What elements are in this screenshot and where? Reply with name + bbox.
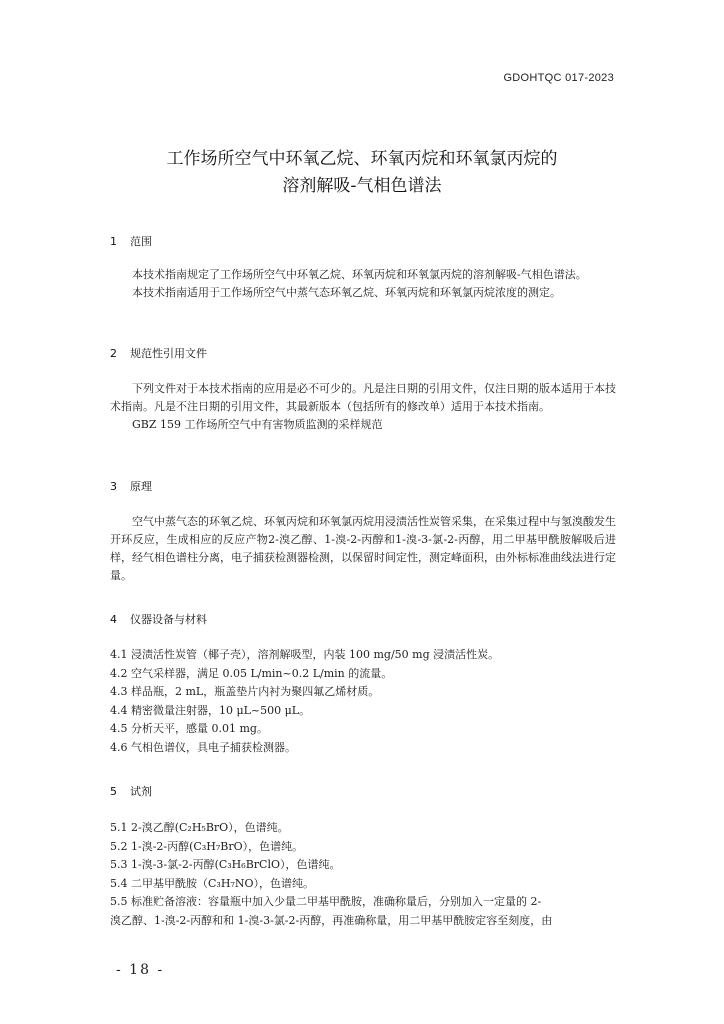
- list-item: 4.4 精密微量注射器，10 μL~500 μL。: [110, 703, 311, 717]
- section-number: 5: [110, 785, 117, 798]
- section-number: 3: [110, 480, 117, 493]
- reagents-list: [110, 819, 616, 930]
- list-item: 5.1 2-溴乙醇(C₂H₅BrO），色谱纯。: [110, 821, 289, 834]
- principle-text: [110, 513, 616, 585]
- section-title: 范围: [130, 235, 152, 248]
- document-code: GDOHTQC 017-2023: [503, 72, 614, 84]
- paragraph: 下列文件对于本技术指南的应用是必不可少的。凡是注日期的引用文件，仅注日期的版本适用于本技术指南。凡是不注日期的引用文件，其最新版本（包括所有的修改单）适用于本技术指南。: [110, 382, 616, 413]
- list-item: 5.4 二甲基甲酰胺（C₃H₇NO），色谱纯。: [110, 876, 314, 890]
- section-heading-equipment: [110, 611, 207, 627]
- list-item: 溴乙醇、1-溴-2-丙醇和和 1-溴-3-氯-2-丙醇，再准确称量，用二甲基甲酰胺定容至刻度，由: [110, 913, 553, 927]
- list-item: 4.3 样品瓶，2 mL，瓶盖垫片内衬为聚四氟乙烯材质。: [110, 685, 380, 698]
- section-heading-scope: [110, 233, 152, 249]
- title-line-1: 工作场所空气中环氧乙烷、环氧丙烷和环氧氯丙烷的: [166, 149, 558, 169]
- section-title: 试剂: [130, 785, 152, 798]
- section-title: 仪器设备与材料: [130, 613, 207, 626]
- paragraph: 本技术指南规定了工作场所空气中环氧乙烷、环氧丙烷和环氧氯丙烷的溶剂解吸-气相色谱法。: [132, 268, 587, 281]
- document-title: [0, 146, 724, 200]
- section-number: 4: [110, 613, 117, 626]
- list-item: 4.6 气相色谱仪，具电子捕获检测器。: [110, 740, 296, 754]
- section-heading-principle: [110, 478, 152, 494]
- title-line-2: 溶剂解吸-气相色谱法: [282, 176, 442, 196]
- list-item: 4.1 浸渍活性炭管（椰子壳），溶剂解吸型，内装 100 mg/50 mg 浸渍活性炭。: [110, 648, 500, 661]
- section-title: 规范性引用文件: [130, 347, 207, 360]
- section-number: 2: [110, 347, 117, 360]
- page-number: - 18 -: [116, 962, 165, 978]
- list-item: 4.5 分析天平，感量 0.01 mg。: [110, 722, 268, 735]
- paragraph: 本技术指南适用于工作场所空气中蒸气态环氧乙烷、环氧丙烷和环氧氯丙烷浓度的测定。: [132, 286, 561, 299]
- list-item: 5.2 1-溴-2-丙醇(C₃H₇BrO），色谱纯。: [110, 839, 304, 853]
- paragraph: 空气中蒸气态的环氧乙烷、环氧丙烷和环氧氯丙烷用浸渍活性炭管采集，在采集过程中与氢溴酸发生开环反应，生成相应的反应产物2-溴乙醇、1-溴-2-丙醇和1-溴-3-氯-2-丙醇，用二甲基甲酰胺解吸后进样，经气相色谱柱分离，电子捕获检测器检测，以保留时间定性，测定峰面积，由外标标准曲线法进行定量。: [110, 515, 616, 582]
- section-heading-reagents: [110, 783, 152, 799]
- scope-text: [110, 266, 616, 302]
- list-item: 4.2 空气采样器，满足 0.05 L/min~0.2 L/min 的流量。: [110, 666, 393, 680]
- section-number: 1: [110, 235, 117, 248]
- list-item: 5.3 1-溴-3-氯-2-丙醇(C₃H₆BrClO），色谱纯。: [110, 858, 341, 871]
- references-text: [110, 380, 616, 434]
- list-item: 5.5 标准贮备溶液：容量瓶中加入少量二甲基甲酰胺，准确称量后，分别加入一定量的 2-: [110, 895, 542, 908]
- paragraph: GBZ 159 工作场所空气中有害物质监测的采样规范: [132, 418, 383, 431]
- section-heading-references: [110, 345, 207, 361]
- equipment-list: [110, 646, 616, 757]
- section-title: 原理: [130, 480, 152, 493]
